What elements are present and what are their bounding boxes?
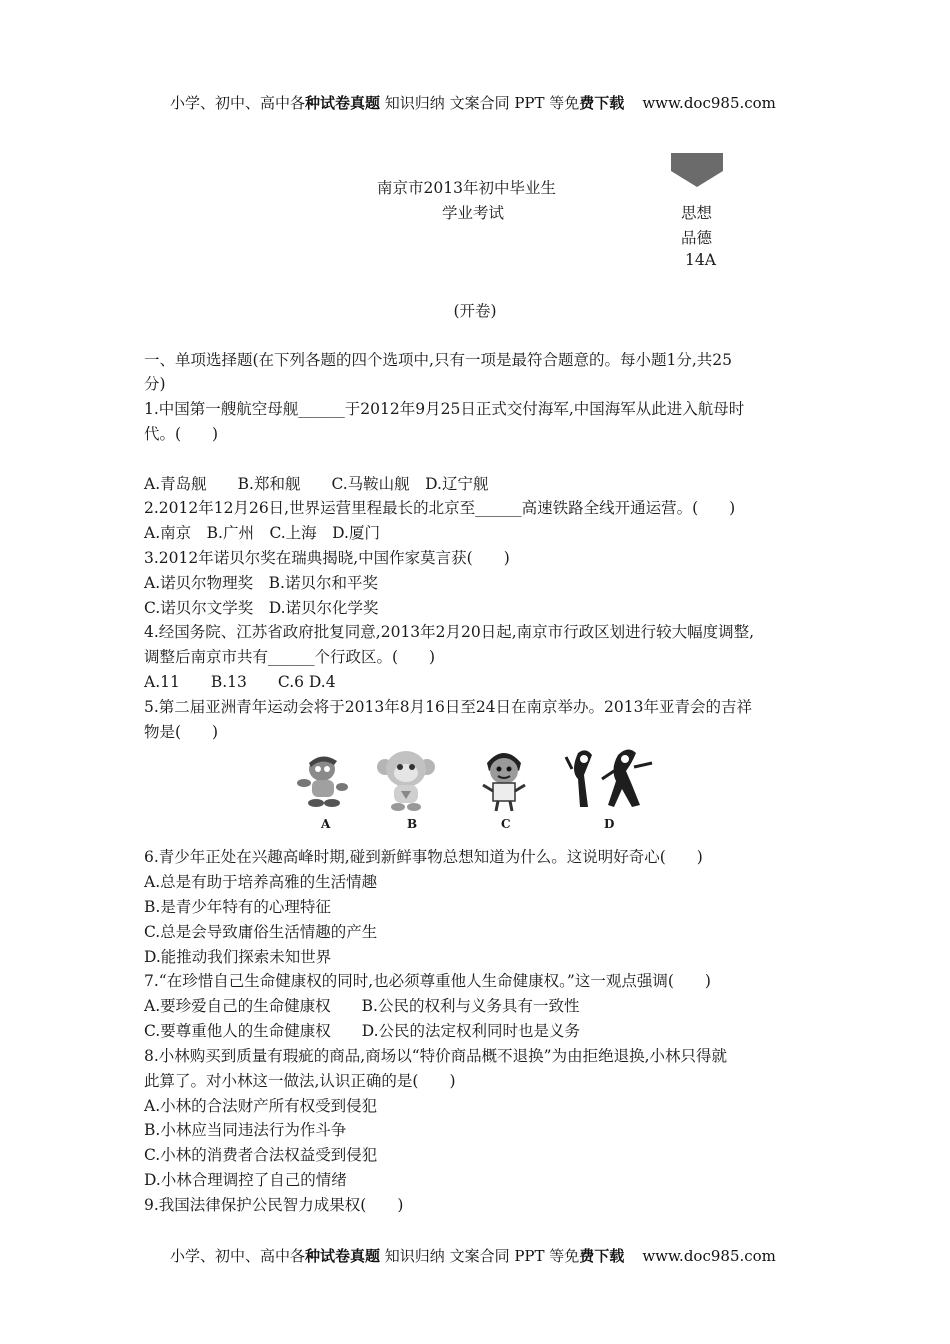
exam-title-line1: 南京市2013年初中毕业生 xyxy=(377,179,556,197)
mascot-label-b: B xyxy=(407,817,418,831)
text-line: A.要珍爱自己的生命健康权 B.公民的权利与义务具有一致性 xyxy=(144,997,580,1015)
banner-bold-2: 费下载 xyxy=(579,94,625,112)
bookmark-arrow-icon xyxy=(671,153,723,187)
text-line: 此算了。对小林这一做法,认识正确的是( ) xyxy=(144,1072,456,1090)
text-line: C.要尊重他人的生命健康权 D.公民的法定权利同时也是义务 xyxy=(144,1022,581,1040)
text-line: B.小林应当同违法行为作斗争 xyxy=(144,1121,347,1139)
banner-bold-2: 费下载 xyxy=(579,1247,625,1265)
banner-text-1: 小学、初中、高中各 xyxy=(170,1247,306,1265)
text-line: A.总是有助于培养高雅的生活情趣 xyxy=(144,873,378,891)
mascot-a-illustration xyxy=(292,749,354,811)
banner-bold-1: 种试卷真题 xyxy=(305,94,381,112)
text-line: 4.经国务院、江苏省政府批复同意,2013年2月20日起,南京市行政区划进行较大幅度调整, xyxy=(144,623,755,641)
text-line: 2.2012年12月26日,世界运营里程最长的北京至______高速铁路全线开通运营。( ) xyxy=(144,499,736,517)
text-line: 8.小林购买到质量有瑕疵的商品,商场以“特价商品概不退换”为由拒绝退换,小林只得就 xyxy=(144,1047,727,1065)
text-line: A.11 B.13 C.6 D.4 xyxy=(144,673,336,691)
mascot-d-illustration xyxy=(562,745,660,815)
text-line: 分) xyxy=(144,375,166,393)
mascot-label-a: A xyxy=(321,817,331,831)
text-line: A.诺贝尔物理奖 B.诺贝尔和平奖 xyxy=(144,574,378,592)
text-line: A.南京 B.广州 C.上海 D.厦门 xyxy=(144,524,380,542)
mascot-c-illustration xyxy=(475,745,533,815)
footer-banner xyxy=(170,1245,776,1266)
text-line: 7.“在珍惜自己生命健康权的同时,也必须尊重他人生命健康权。”这一观点强调( ) xyxy=(144,972,711,990)
mascot-label-d: D xyxy=(604,817,615,831)
text-line: 6.青少年正处在兴趣高峰时期,碰到新鲜事物总想知道为什么。这说明好奇心( ) xyxy=(144,848,703,866)
banner-bold-1: 种试卷真题 xyxy=(305,1247,381,1265)
text-line: C.总是会导致庸俗生活情趣的产生 xyxy=(144,923,378,941)
text-line: D.小林合理调控了自己的情绪 xyxy=(144,1171,347,1189)
banner-text-2: 知识归纳 文案合同 PPT 等免 xyxy=(380,94,580,112)
text-line: 调整后南京市共有______个行政区。( ) xyxy=(144,648,436,666)
exam-title-line2: 学业考试 xyxy=(442,204,505,222)
text-line: 一、单项选择题(在下列各题的四个选项中,只有一项是最符合题意的。每小题1分,共25 xyxy=(144,351,732,369)
text-line: 代。( ) xyxy=(144,425,219,443)
text-line: C.诺贝尔文学奖 D.诺贝尔化学奖 xyxy=(144,599,379,617)
text-line: D.能推动我们探索未知世界 xyxy=(144,948,332,966)
text-line: 物是( ) xyxy=(144,723,219,741)
mascot-label-c: C xyxy=(501,817,511,831)
text-line: B.是青少年特有的心理特征 xyxy=(144,898,331,916)
text-line: A.青岛舰 B.郑和舰 C.马鞍山舰 D.辽宁舰 xyxy=(144,475,489,493)
text-line: C.小林的消费者合法权益受到侵犯 xyxy=(144,1146,378,1164)
text-line: 3.2012年诺贝尔奖在瑞典揭晓,中国作家莫言获( ) xyxy=(144,549,510,567)
text-line: 5.第二届亚洲青年运动会将于2013年8月16日至24日在南京举办。2013年亚青会的吉祥 xyxy=(144,698,752,716)
subject-line2: 品德 xyxy=(681,229,713,247)
mascot-b-illustration xyxy=(375,747,437,813)
text-line: 9.我国法律保护公民智力成果权( ) xyxy=(144,1196,404,1214)
text-line: 1.中国第一艘航空母舰______于2012年9月25日正式交付海军,中国海军从此进入航母时 xyxy=(144,400,745,418)
header-banner xyxy=(170,92,776,113)
mascot-figure xyxy=(280,745,670,835)
banner-text-1: 小学、初中、高中各 xyxy=(170,94,306,112)
paper-code: 14A xyxy=(685,251,716,269)
banner-text-2: 知识归纳 文案合同 PPT 等免 xyxy=(380,1247,580,1265)
banner-url: www.doc985.com xyxy=(642,94,776,112)
subject-line1: 思想 xyxy=(681,204,713,222)
open-book-label: (开卷) xyxy=(453,302,497,320)
text-line: A.小林的合法财产所有权受到侵犯 xyxy=(144,1097,378,1115)
banner-url: www.doc985.com xyxy=(642,1247,776,1265)
